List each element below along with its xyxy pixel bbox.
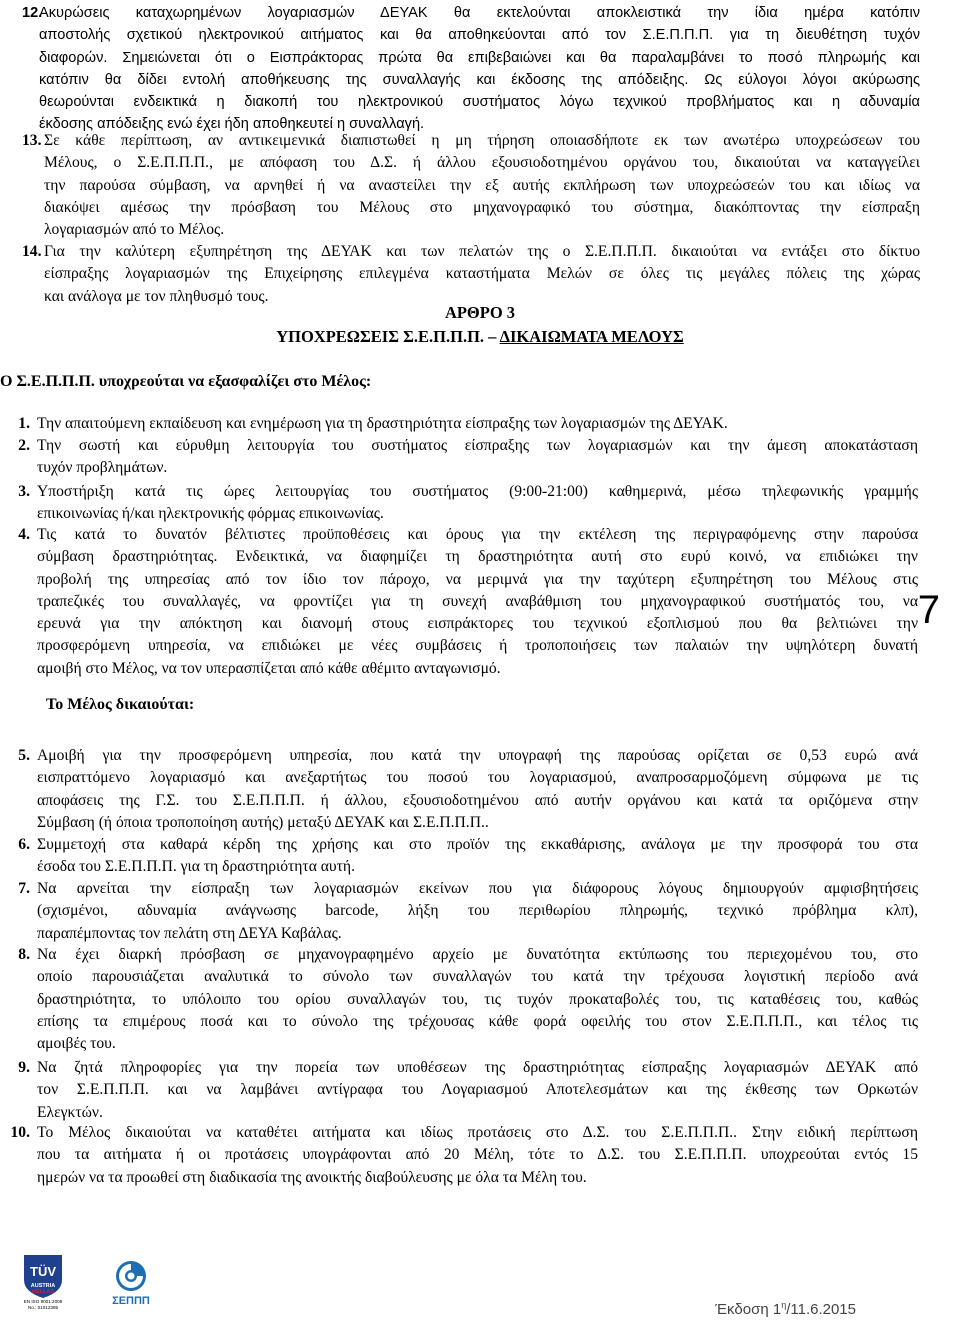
article-number: ΑΡΘΡΟ 3 [444, 303, 516, 322]
item-number: 4. [18, 526, 30, 543]
item-line: ερευνά για την απόκτηση και διανομή στους εισπράκτορες του τεχνικού εξοπλισμού που θα βελτιώνει την [37, 615, 918, 633]
tuv-hellas-text: HELLAS [32, 1289, 54, 1295]
item-line: (σχισμένοι, αδυναμία ανάγνωσης barcode, λήξη του περιθωρίου πληρωμής, τεχνικό πρόβλημα κλπ), [37, 902, 918, 920]
tuv-austria-text: AUSTRIA [30, 1283, 56, 1289]
item-line: αμοιβές του. [37, 1035, 116, 1053]
item-line: προσφερόμενη υπηρεσία, να επιδιώκει με νέες συμβάσεις ή τροποποιήσεις των παλαιών την υψηλότερη δυνατή [37, 637, 918, 655]
clause-line: και ανάλογα με τον πληθυσμό τους. [44, 287, 269, 305]
right-item-5 [0, 745, 918, 834]
item-line: τον Σ.Ε.Π.Π.Π. και να λαμβάνει αντίγραφα του Λογαριασμού Αποτελεσμάτων και της έκθεσης των Ορκωτών [37, 1081, 918, 1099]
clause-line: λογαριασμών από το Μέλος. [44, 221, 225, 239]
item-line: Σύμβαση (ή όποια τροποποίηση αυτής) μεταξύ ΔΕΥΑΚ και Σ.Ε.Π.Π.Π.. [37, 813, 489, 831]
item-line: Ελεγκτών. [37, 1103, 103, 1121]
item-line: οποίο παρουσιάζεται αναλυτικά το σύνολο των συναλλαγών του κατά την τρέχουσα λογιστική περίοδο ανά [37, 968, 918, 986]
obligation-item-4 [0, 524, 918, 680]
item-number: 3. [18, 483, 30, 500]
clause-line: έκδοσης απόδειξης ενώ έχει ήδη αποθηκευτεί η συναλλαγή. [39, 116, 425, 133]
obligation-item-3 [0, 481, 918, 526]
item-line: έσοδα του Σ.Ε.Π.Π.Π. για τη δραστηριότητα αυτή. [37, 858, 355, 876]
clause-number: 12. [22, 5, 43, 21]
clause-line: αποστολής σχετικού ηλεκτρονικού αιτήματος και θα αποθηκεύονται από τον Σ.Ε.Π.Π.Π. για τη διευθέτηση τυχόν [39, 27, 920, 44]
certificate-number-text: No.: 01012385 [27, 1305, 59, 1310]
iso-certificate-text: EN ISO 9001:2008 [23, 1299, 63, 1304]
item-line: δραστηριότητα, το υπόλοιπο του ορίου συναλλαγών του, τις τυχόν προκαταβολές του, τις καταθέσεις του, καθώς [37, 990, 918, 1008]
rights-heading: Το Μέλος δικαιούται: [46, 696, 195, 713]
clause-line: Μέλους, ο Σ.Ε.Π.Π.Π., με απόφαση του Δ.Σ. ή άλλου εξουσιοδοτημένου οργάνου του, δικαιούται να καταγγείλει [44, 154, 920, 172]
obligation-item-1 [0, 413, 918, 435]
article-subtitle-rights: ΔΙΚΑΙΩΜΑΤΑ ΜΕΛΟΥΣ [499, 327, 684, 346]
item-number: 9. [18, 1059, 30, 1076]
item-line: σύμβαση δραστηριότητας. Ενδεικτικά, να διαφημίζει τη δραστηριότητα αυτή στο ευρύ κοινό, να επιδιώκει την [37, 548, 918, 566]
item-line: τραπεζικές του συναλλαγές, να φροντίζει για τη συνεχή αναβάθμιση του μηχανογραφικού συστήματός του, να [37, 592, 918, 610]
clause-line: Για την καλύτερη εξυπηρέτηση της ΔΕΥΑΚ και των πελατών της ο Σ.Ε.Π.Π.Π. δικαιούται να εντάξει στο δίκτυο [44, 243, 920, 260]
clause-line: Ακυρώσεις καταχωρημένων λογαριασμών ΔΕΥΑΚ θα εκτελούνται αποκλειστικά την ίδια ημέρα κατόπιν [39, 5, 920, 21]
clause-line: Σε κάθε περίπτωση, αν αντικειμενικά διαπιστωθεί η μη τήρηση οποιασδήποτε εκ των ανωτέρω υποχρεώσεων του [44, 132, 920, 149]
item-number: 5. [18, 747, 30, 764]
item-number: 6. [18, 836, 30, 853]
article-title [0, 303, 960, 323]
clause-12 [22, 2, 920, 136]
item-line: επίσης τα επιμέρους ποσά και το σύνολο της τρέχουσας κάθε φορά οφειλής του στον Σ.Ε.Π.Π.Π., και τέλος τις [37, 1012, 918, 1030]
item-line: Να έχει διαρκή πρόσβαση σε μηχανογραφημένο αρχείο με δυνατότητα εκτύπωσης του περιεχομένου του, στο [37, 946, 918, 963]
sepp-logo [96, 1258, 166, 1308]
tuv-austria-hellas-logo [20, 1252, 66, 1310]
clause-number: 14. [22, 243, 42, 260]
edition-prefix: Έκδοση 1 [715, 1301, 782, 1318]
article-subtitle [0, 327, 960, 347]
clause-line: θεωρούνται ενδεικτικά η διακοπή του ηλεκτρονικού συστήματος λόγω τεχνικού προβλήματος και η αδυναμία [39, 94, 920, 111]
tuv-text: TÜV [30, 1264, 56, 1279]
sepp-text: ΣΕΠΠΠ [112, 1295, 150, 1307]
item-line: ημερών να τα προωθεί στη διαδικασία της ανοικτής διαβούλευσης με όλα τα Μέλη του. [37, 1168, 587, 1186]
obligation-item-2 [0, 435, 918, 480]
right-item-6 [0, 834, 918, 879]
item-line: αποφάσεις της Γ.Σ. του Σ.Ε.Π.Π.Π. ή άλλου, εξουσιοδοτημένου από αυτήν οργάνου και κατά τα οριζόμενα στην [37, 791, 918, 809]
clause-line: διαφορών. Σημειώνεται ότι ο Εισπράκτορας πρώτα θα επιβεβαιώνει και θα παραλαμβάνει το ποσό πληρωμής και [39, 49, 920, 66]
item-line: Το Μέλος δικαιούται να καταθέτει αιτήματα και ιδίως προτάσεις στο Δ.Σ. του Σ.Ε.Π.Π.Π.. Στην ειδική περίπτωση [37, 1124, 918, 1141]
obligations-heading: Ο Σ.Ε.Π.Π.Π. υποχρεούται να εξασφαλίζει στο Μέλος: [0, 373, 372, 390]
item-line: Την σωστή και εύρυθμη λειτουργία του συστήματος είσπραξης των λογαριασμών και την άμεση αποκατάσταση [37, 437, 918, 454]
item-line: που τα αιτήματα ή οι προτάσεις υπογράφονται από 20 Μέλη, τότε το Δ.Σ. του Σ.Ε.Π.Π.Π. υποχρεούται εντός 15 [37, 1146, 918, 1164]
page-number: 7 [917, 588, 940, 632]
item-number: 7. [18, 880, 30, 897]
item-line: Την απαιτούμενη εκπαίδευση και ενημέρωση για τη δραστηριότητα είσπραξης των λογαριασμών της ΔΕΥΑΚ. [37, 415, 728, 432]
item-line: Τις κατά το δυνατόν βέλτιστες προϋποθέσεις και όρους για την εκτέλεση της περιγραφόμενης στην παρούσα [37, 526, 918, 543]
item-line: Υποστήριξη κατά τις ώρες λειτουργίας του συστήματος (9:00-21:00) καθημερινά, μέσω τηλεφωνικής γραμμής [37, 483, 918, 500]
item-number: 10. [10, 1124, 30, 1141]
clause-14 [22, 241, 920, 308]
item-number: 8. [18, 946, 30, 963]
item-line: παραπέμποντας τον πελάτη στη ΔΕΥΑ Καβάλας. [37, 924, 342, 942]
clause-line: την παρούσα σύμβαση, να αρνηθεί ή να αναστείλει την εξ αυτής εκπλήρωση των υποχρεώσεών του και ιδίως να [44, 176, 920, 194]
right-item-10 [0, 1122, 918, 1189]
item-line: προβολή της υπηρεσίας από τον ίδιο τον πάροχο, να μεριμνά για την ταχύτερη εξυπηρέτηση του Μέλους στις [37, 570, 918, 588]
item-line: Να αρνείται την είσπραξη των λογαριασμών εκείνων που για διάφορους λόγους δημιουργούν αμφισβητήσεις [37, 880, 918, 897]
article-subtitle-obligations: ΥΠΟΧΡΕΩΣΕΙΣ Σ.Ε.Π.Π.Π. – [276, 327, 497, 346]
item-line: Συμμετοχή στα καθαρά κέρδη της χρήσης και στο προϊόν της εκκαθάρισης, ανάλογα με την προσφορά του στα [37, 836, 918, 853]
clause-line: είσπραξης λογαριασμών της Επιχείρησης επιλεγμένα καταστήματα Μελών σε όλες τις μεγάλες πόλεις της χώρας [44, 265, 920, 283]
item-number: 1. [18, 415, 30, 432]
item-line: Αμοιβή για την προσφερόμενη υπηρεσία, που κατά την υπογραφή της παρούσας ορίζεται σε 0,53 ευρώ ανά [37, 747, 918, 764]
item-line: αμοιβή στο Μέλος, να τον υπερασπίζεται από κάθε αθέμιτο ανταγωνισμό. [37, 659, 501, 677]
item-number: 2. [18, 437, 30, 454]
clause-number: 13. [22, 132, 42, 149]
clause-line: κατόπιν θα δίδει εντολή αποθήκευσης της συναλλαγής και έκδοσης της απόδειξης. Ως εύλογοι λόγοι ακύρωσης [39, 71, 920, 88]
edition-superscript: η [781, 1300, 787, 1310]
clause-13 [22, 130, 920, 241]
item-line: τυχόν προβλημάτων. [37, 459, 168, 477]
edition-date: /11.6.2015 [786, 1301, 856, 1318]
item-line: Να ζητά πληροφορίες για την πορεία των υποθέσεων της δραστηριότητας είσπραξης λογαριασμών ΔΕΥΑΚ από [37, 1059, 918, 1076]
clause-line: διακόψει αμέσως την πρόσβαση του Μέλους στο μηχανογραφικό του σύστημα, διακόπτοντας την είσπραξη [44, 198, 920, 216]
item-line: εισπραττόμενο λογαριασμό και ανεξαρτήτως του ποσού του λογαριασμού, αναπροσαρμοζόμενη σύμφωνα με τις [37, 769, 918, 787]
right-item-8 [0, 944, 918, 1055]
right-item-9 [0, 1057, 918, 1124]
edition-footer [715, 1300, 856, 1318]
item-line: επικοινωνίας ή/και ηλεκτρονικής φόρμας επικοινωνίας. [37, 505, 384, 523]
right-item-7 [0, 878, 918, 945]
